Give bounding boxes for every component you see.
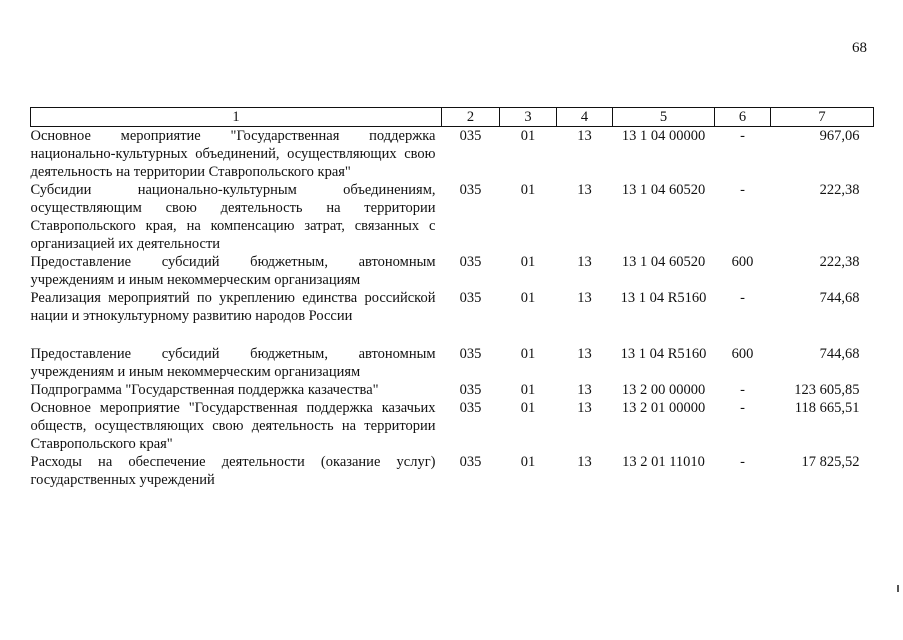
row-code-subsection: 13 — [577, 182, 592, 198]
header-col-5: 5 — [613, 108, 715, 127]
row-amount: 118 665,51 — [794, 400, 860, 416]
row-target-article: 13 1 04 R5160 — [620, 346, 707, 362]
row-code-ministry: 035 — [459, 290, 482, 306]
row-amount: 222,38 — [819, 254, 860, 270]
row-amount: 17 825,52 — [801, 454, 860, 470]
table-row — [31, 381, 874, 399]
table-row — [31, 345, 874, 381]
row-target-article: 13 1 04 60520 — [621, 182, 706, 198]
row-amount: 222,38 — [819, 182, 860, 198]
header-col-4: 4 — [557, 108, 613, 127]
header-col-1: 1 — [31, 108, 442, 127]
row-code-section: 01 — [520, 128, 536, 144]
row-code-subsection: 13 — [577, 290, 592, 306]
row-name: Подпрограмма "Государственная поддержка казачества" — [30, 382, 379, 398]
row-target-article: 13 2 00 00000 — [621, 382, 706, 398]
row-code-section: 01 — [520, 346, 536, 362]
row-name: Реализация мероприятий по укреплению единства российской нации и этнокультурному развитию народов России — [30, 290, 436, 324]
page-number: 68 — [852, 40, 867, 56]
table-row — [31, 289, 874, 325]
row-name: Предоставление субсидий бюджетным, автономным учреждениям и иным некоммерческим организациям — [30, 346, 436, 380]
row-code-subsection: 13 — [577, 382, 592, 398]
row-amount: 123 605,85 — [794, 382, 860, 398]
row-code-section: 01 — [520, 290, 536, 306]
row-expense-type: - — [740, 182, 745, 198]
header-col-7: 7 — [771, 108, 874, 127]
row-code-section: 01 — [520, 182, 536, 198]
header-col-2: 2 — [442, 108, 500, 127]
row-code-subsection: 13 — [577, 254, 592, 270]
row-code-ministry: 035 — [459, 128, 482, 144]
row-expense-type: - — [740, 454, 745, 470]
row-name: Расходы на обеспечение деятельности (оказание услуг) государственных учреждений — [30, 454, 436, 488]
row-code-section: 01 — [520, 400, 536, 416]
row-target-article: 13 2 01 00000 — [621, 400, 706, 416]
row-code-ministry: 035 — [459, 254, 482, 270]
row-name: Субсидии национально-культурным объединениям, осуществляющим свою деятельность на территории Ставропольского края, на компенсацию затрат, связанных с организацией их деятельности — [30, 182, 436, 252]
row-code-ministry: 035 — [459, 454, 482, 470]
row-amount: 744,68 — [819, 290, 860, 306]
row-code-subsection: 13 — [577, 128, 592, 144]
row-target-article: 13 1 04 00000 — [621, 128, 706, 144]
spacer-row — [31, 325, 874, 345]
row-code-section: 01 — [520, 254, 536, 270]
row-code-subsection: 13 — [577, 400, 592, 416]
table-row — [31, 399, 874, 453]
budget-table — [30, 107, 874, 489]
header-col-3: 3 — [500, 108, 557, 127]
row-code-subsection: 13 — [577, 346, 592, 362]
row-expense-type: - — [740, 290, 745, 306]
row-target-article: 13 2 01 11010 — [622, 454, 705, 470]
table-row — [31, 127, 874, 182]
row-code-ministry: 035 — [459, 346, 482, 362]
table-row — [31, 181, 874, 253]
row-expense-type: 600 — [731, 254, 754, 270]
row-expense-type: - — [740, 128, 745, 144]
row-amount: 744,68 — [819, 346, 860, 362]
row-expense-type: 600 — [731, 346, 754, 362]
row-target-article: 13 1 04 60520 — [621, 254, 706, 270]
row-expense-type: - — [740, 400, 745, 416]
table-header-row — [31, 108, 874, 127]
row-name: Основное мероприятие "Государственная поддержка казачьих обществ, осуществляющих свою деятельность на территории Ставропольского края" — [30, 400, 436, 452]
row-target-article: 13 1 04 R5160 — [620, 290, 707, 306]
row-code-section: 01 — [520, 382, 536, 398]
table-row — [31, 453, 874, 489]
row-name: Предоставление субсидий бюджетным, автономным учреждениям и иным некоммерческим организациям — [30, 254, 436, 288]
table-row — [31, 253, 874, 289]
row-name: Основное мероприятие "Государственная поддержка национально-культурных объединений, осуществляющих свою деятельность на территории Ставропольского края" — [30, 128, 436, 180]
row-code-ministry: 035 — [459, 182, 482, 198]
row-code-ministry: 035 — [459, 400, 482, 416]
header-col-6: 6 — [715, 108, 771, 127]
row-code-ministry: 035 — [459, 382, 482, 398]
row-code-section: 01 — [520, 454, 536, 470]
scan-mark — [897, 585, 899, 592]
row-code-subsection: 13 — [577, 454, 592, 470]
row-amount: 967,06 — [819, 128, 860, 144]
row-expense-type: - — [740, 382, 745, 398]
